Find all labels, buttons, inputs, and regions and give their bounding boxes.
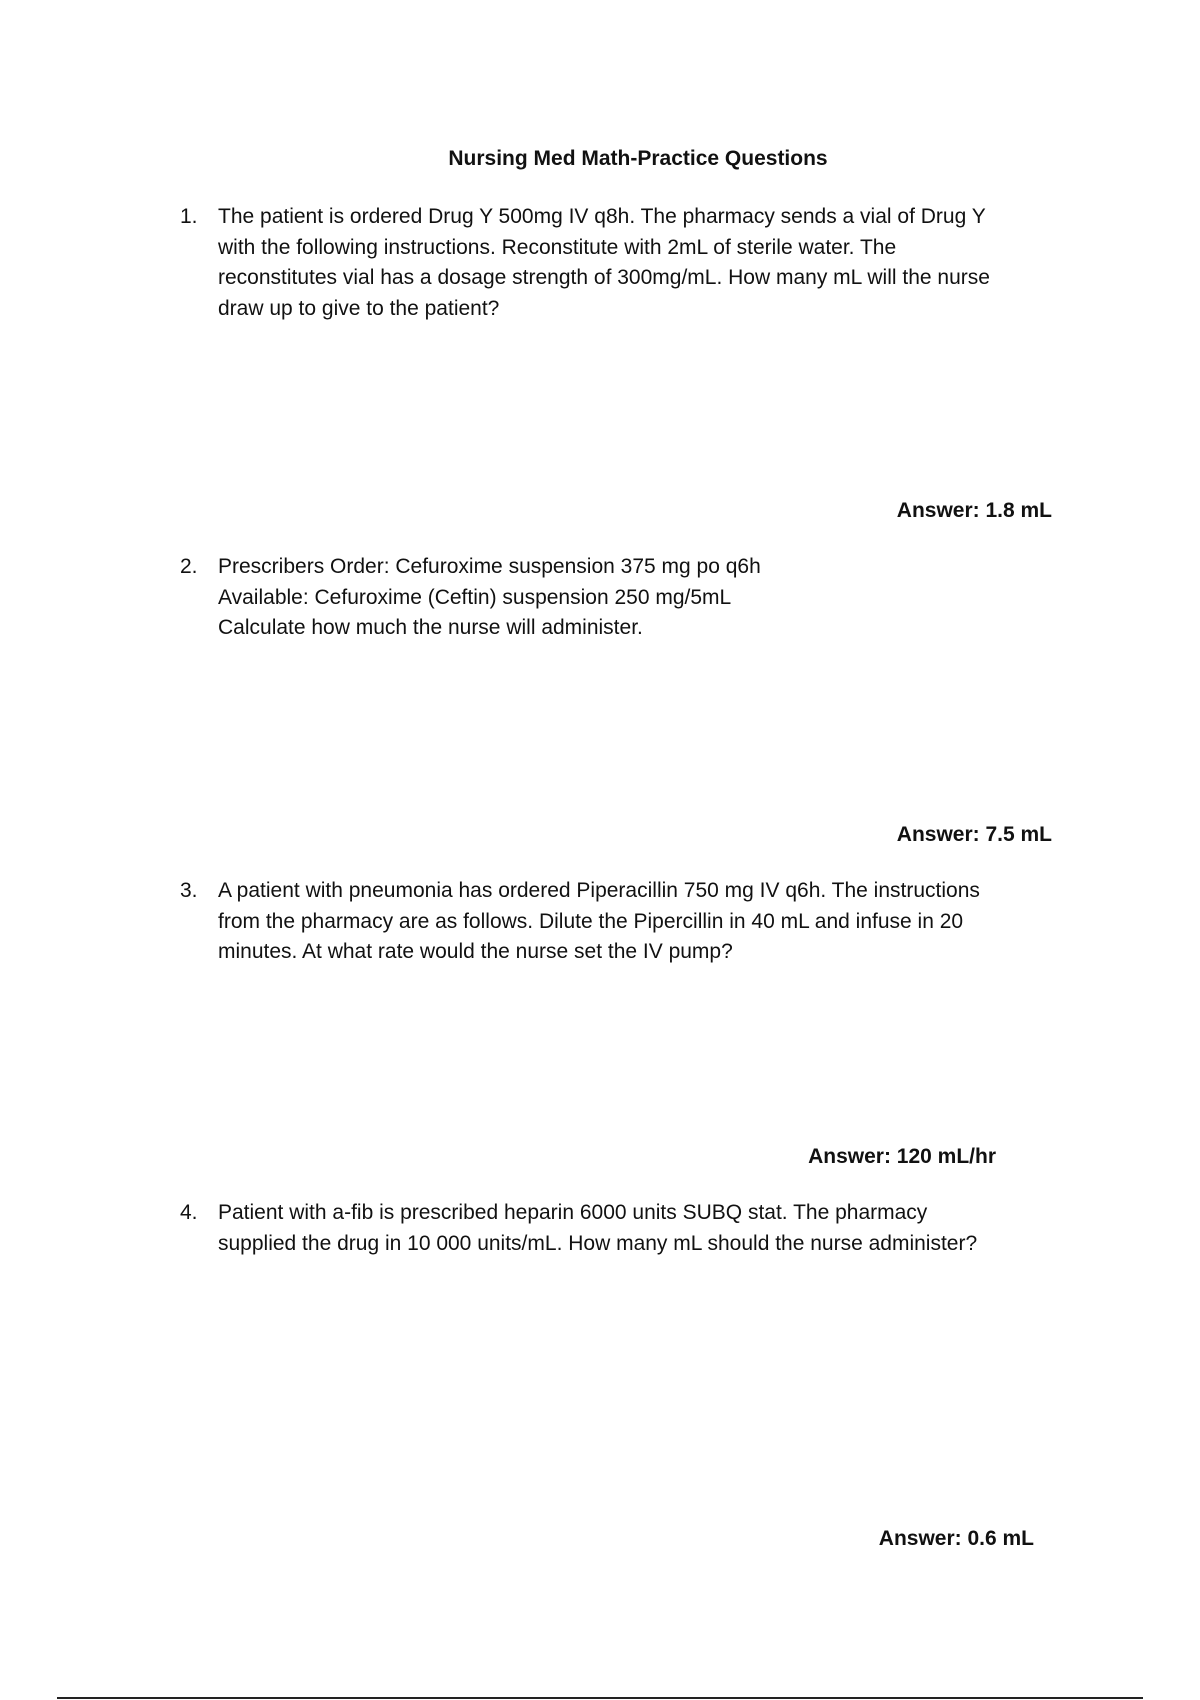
question-2: [180, 552, 1080, 644]
answer-4: Answer: 0.6 mL: [878, 1527, 1034, 1550]
question-text: [218, 202, 1080, 324]
question-line: A patient with pneumonia has ordered Piperacillin 750 mg IV q6h. The instructions: [218, 879, 980, 902]
question-3: [180, 876, 1080, 968]
question-line: The patient is ordered Drug Y 500mg IV q8h. The pharmacy sends a vial of Drug Y: [218, 205, 986, 228]
question-line: supplied the drug in 10 000 units/mL. How many mL should the nurse administer?: [218, 1231, 978, 1255]
question-text: [218, 552, 1080, 644]
question-line: reconstitutes vial has a dosage strength of 300mg/mL. How many mL will the nurse: [218, 266, 990, 289]
question-text: [218, 876, 1080, 968]
question-line: from the pharmacy are as follows. Dilute the Pipercillin in 40 mL and infuse in 20: [218, 909, 964, 933]
question-line: minutes. At what rate would the nurse set the IV pump?: [218, 940, 733, 963]
question-number: 2.: [180, 555, 198, 578]
answer-1: Answer: 1.8 mL: [896, 499, 1052, 522]
question-line: Calculate how much the nurse will administer.: [218, 616, 643, 639]
question-line: with the following instructions. Reconstitute with 2mL of sterile water. The: [218, 235, 897, 259]
question-text: [218, 1198, 1080, 1259]
answer-2: Answer: 7.5 mL: [896, 823, 1052, 846]
question-number: 1.: [180, 205, 198, 228]
question-line: Prescribers Order: Cefuroxime suspension 375 mg po q6h: [218, 555, 761, 578]
answer-3: Answer: 120 mL/hr: [808, 1145, 996, 1168]
question-line: draw up to give to the patient?: [218, 296, 500, 320]
question-line: Patient with a-fib is prescribed heparin 6000 units SUBQ stat. The pharmacy: [218, 1201, 928, 1224]
page-title: Nursing Med Math-Practice Questions: [448, 147, 828, 170]
question-line: Available: Cefuroxime (Ceftin) suspension 250 mg/5mL: [218, 585, 732, 609]
question-number: 3.: [180, 879, 198, 902]
page-divider: [57, 1697, 1143, 1699]
question-1: [180, 202, 1080, 324]
question-number: 4.: [180, 1201, 198, 1224]
question-4: [180, 1198, 1080, 1259]
